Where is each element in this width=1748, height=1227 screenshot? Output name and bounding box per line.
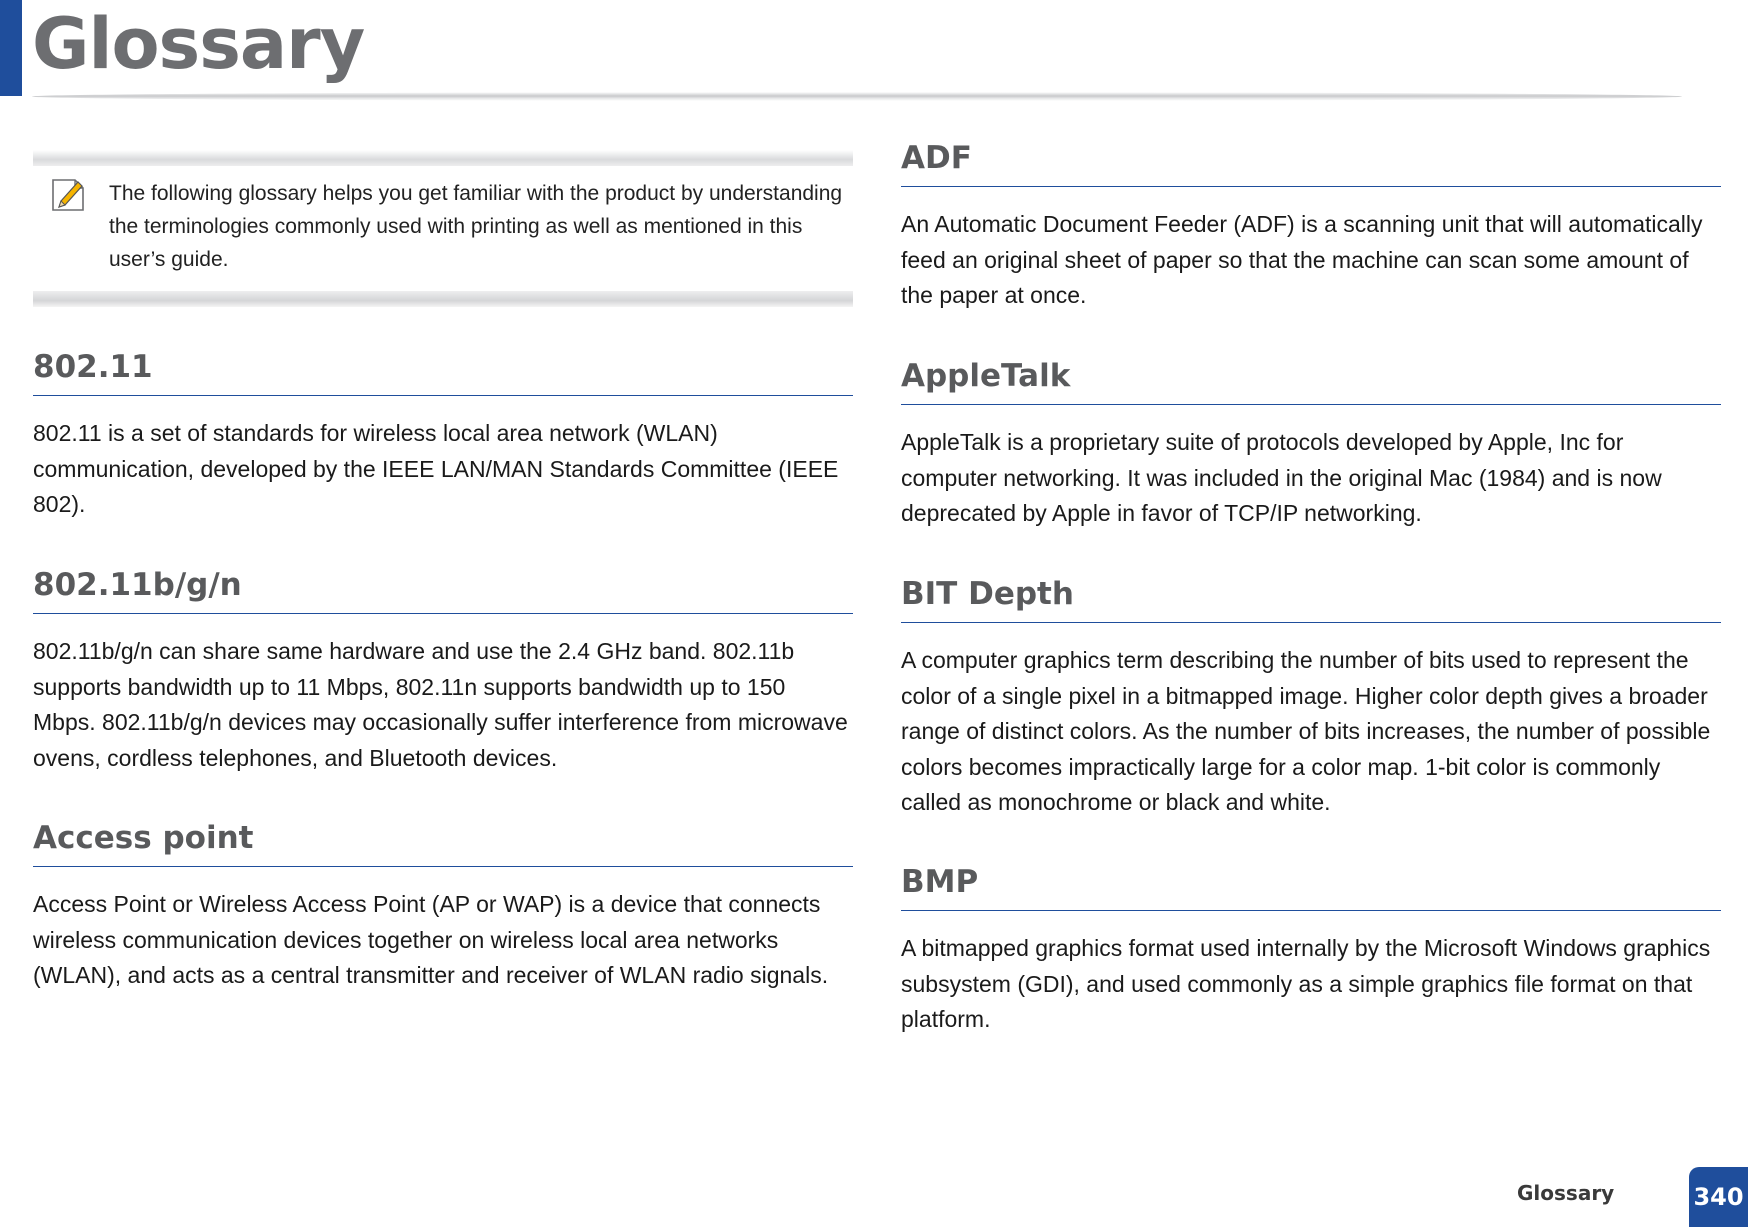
entry-definition: Access Point or Wireless Access Point (AP or WAP) is a device that connects wireless communication devices together on wireless local area networks (WLAN), and acts as a central transmitter and receiver of WLAN radio signals. — [33, 891, 829, 988]
note-pencil-icon — [49, 174, 89, 214]
entry-term: 802.11b/g/n — [33, 567, 242, 603]
title-accent-bar — [0, 0, 22, 96]
glossary-entry-bit-depth — [901, 574, 1721, 821]
note-text: The following glossary helps you get familiar with the product by understanding the terminologies commonly used with printing as well as mentioned in this user’s guide. — [109, 182, 843, 271]
entry-definition: 802.11b/g/n can share same hardware and use the 2.4 GHz band. 802.11b supports bandwidth up to 11 Mbps, 802.11n supports bandwidth up to 150 Mbps. 802.11b/g/n devices may occasionally suffer interference from microwave ovens, cordless telephones, and Bluetooth devices. — [33, 638, 848, 771]
entry-term: BMP — [901, 864, 979, 900]
entry-divider — [901, 910, 1721, 911]
entry-definition: A computer graphics term describing the number of bits used to represent the color of a single pixel in a bitmapped image. Higher color depth gives a broader range of distinct colors. As the number of bits increases, the number of possible colors becomes impractically large for a color map. 1-bit color is commonly called as monochrome or black and white. — [901, 647, 1711, 815]
entry-definition: An Automatic Document Feeder (ADF) is a scanning unit that will automatically feed an original sheet of paper so that the machine can scan some amount of the paper at once. — [901, 211, 1703, 308]
entry-definition: AppleTalk is a proprietary suite of protocols developed by Apple, Inc for computer networking. It was included in the original Mac (1984) and is now deprecated by Apple in favor of TCP/IP networking. — [901, 429, 1662, 526]
note-band-bottom — [33, 291, 853, 307]
glossary-entry-bmp — [901, 862, 1721, 1038]
glossary-entry-adf — [901, 138, 1721, 314]
entry-divider — [901, 622, 1721, 623]
entry-divider — [33, 866, 853, 867]
entry-definition: 802.11 is a set of standards for wireless local area network (WLAN) communication, developed by the IEEE LAN/MAN Standards Committee (IEEE 802). — [33, 420, 839, 517]
glossary-entry-802-11bgn — [33, 565, 853, 776]
entry-term: AppleTalk — [901, 358, 1071, 394]
note-box — [33, 150, 853, 307]
footer-section-label: Glossary — [1517, 1181, 1615, 1205]
title-underline — [32, 92, 1682, 101]
page-title: Glossary — [32, 3, 365, 85]
glossary-entry-appletalk — [901, 356, 1721, 532]
entry-definition: A bitmapped graphics format used internally by the Microsoft Windows graphics subsystem (GDI), and used commonly as a simple graphics file format on that platform. — [901, 935, 1711, 1032]
glossary-entry-802-11 — [33, 347, 853, 523]
entry-divider — [901, 186, 1721, 187]
glossary-entry-access-point — [33, 818, 853, 994]
entry-term: BIT Depth — [901, 576, 1074, 612]
note-band-top — [33, 150, 853, 166]
entry-term: ADF — [901, 140, 972, 176]
entry-term: 802.11 — [33, 349, 153, 385]
entry-divider — [901, 404, 1721, 405]
entry-divider — [33, 613, 853, 614]
page-number: 340 — [1689, 1167, 1748, 1227]
entry-divider — [33, 395, 853, 396]
entry-term: Access point — [33, 820, 254, 856]
